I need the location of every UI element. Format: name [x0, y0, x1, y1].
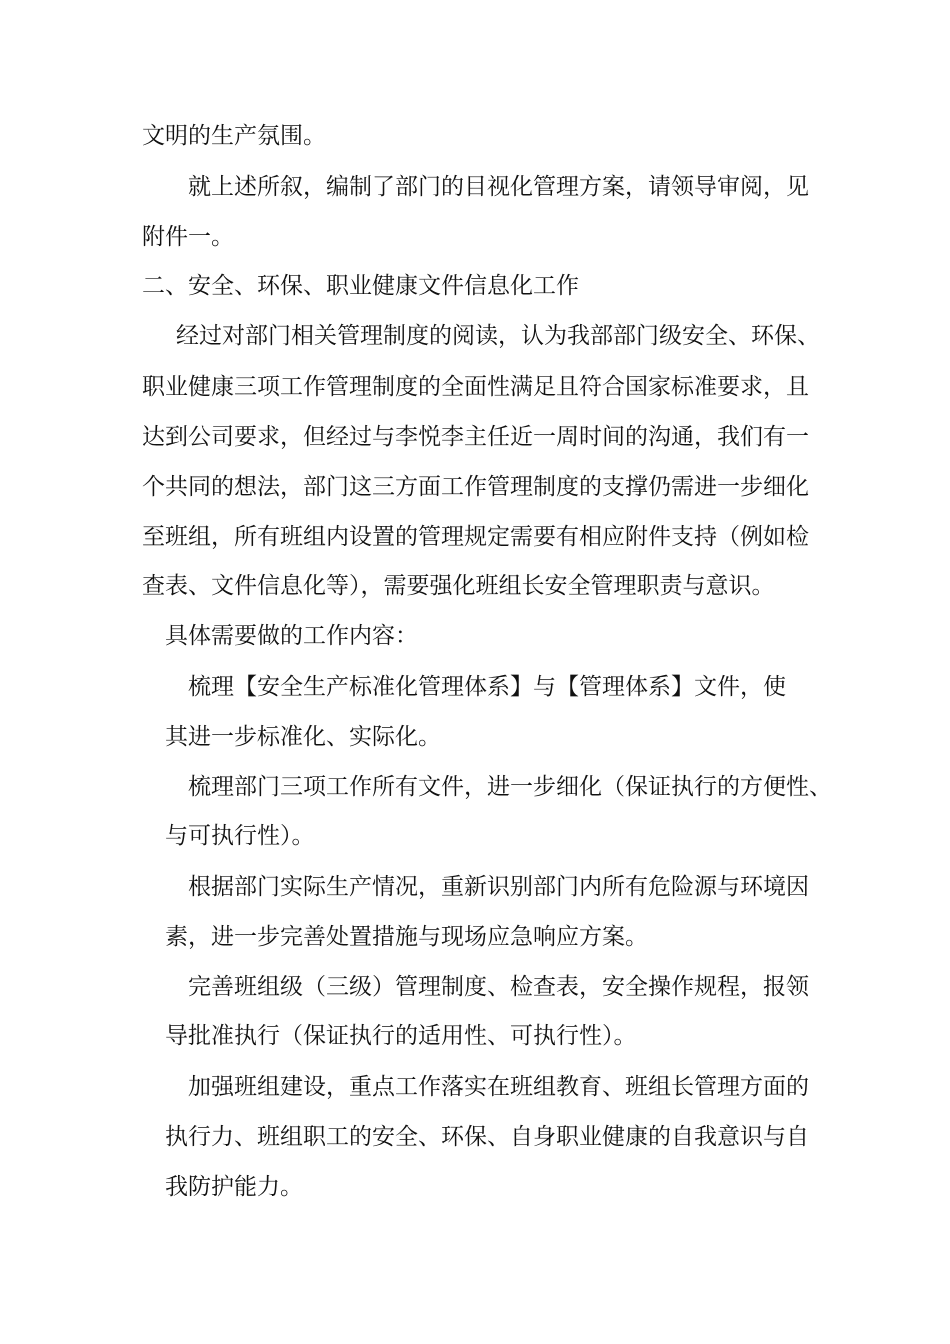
list-item-text: 梳理【安全生产标准化管理体系】与【管理体系】文件，使: [188, 674, 786, 700]
text-line: 经过对部门相关管理制度的阅读，认为我部部门级安全、环保、: [176, 323, 820, 349]
list-item-text: 与可执行性）。: [165, 823, 315, 849]
text-line: 至班组，所有班组内设置的管理规定需要有相应附件支持（例如检: [142, 524, 809, 550]
list-item-text: 加强班组建设，重点工作落实在班组教育、班组长管理方面的: [188, 1074, 809, 1100]
list-item-text: 完善班组级（三级）管理制度、检查表，安全操作规程，报领: [188, 974, 809, 1000]
subheading: 具体需要做的工作内容：: [165, 623, 418, 649]
list-item-text: 梳理部门三项工作所有文件，进一步细化（保证执行的方便性、: [188, 774, 832, 800]
text-line: 就上述所叙，编制了部门的目视化管理方案，请领导审阅，见: [188, 174, 809, 200]
text-line: 职业健康三项工作管理制度的全面性满足且符合国家标准要求，且: [142, 374, 809, 400]
list-item-text: 执行力、班组职工的安全、环保、自身职业健康的自我意识与自: [165, 1124, 809, 1150]
text-line: 个共同的想法，部门这三方面工作管理制度的支撑仍需进一步细化: [142, 474, 809, 500]
list-item-text: 我防护能力。: [165, 1174, 303, 1200]
text-line: 附件一。: [142, 224, 234, 250]
text-line: 查表、文件信息化等），需要强化班组长安全管理职责与意识。: [142, 573, 775, 599]
list-item-text: 素，进一步完善处置措施与现场应急响应方案。: [165, 924, 648, 950]
text-line: 达到公司要求，但经过与李悦李主任近一周时间的沟通，我们有一: [142, 424, 809, 450]
list-item-text: 其进一步标准化、实际化。: [165, 724, 441, 750]
section-heading: 二、安全、环保、职业健康文件信息化工作: [142, 273, 579, 299]
text-line: 文明的生产氛围。: [142, 123, 326, 149]
list-item-text: 根据部门实际生产情况，重新识别部门内所有危险源与环境因: [188, 874, 809, 900]
list-item-text: 导批准执行（保证执行的适用性、可执行性）。: [165, 1023, 637, 1049]
